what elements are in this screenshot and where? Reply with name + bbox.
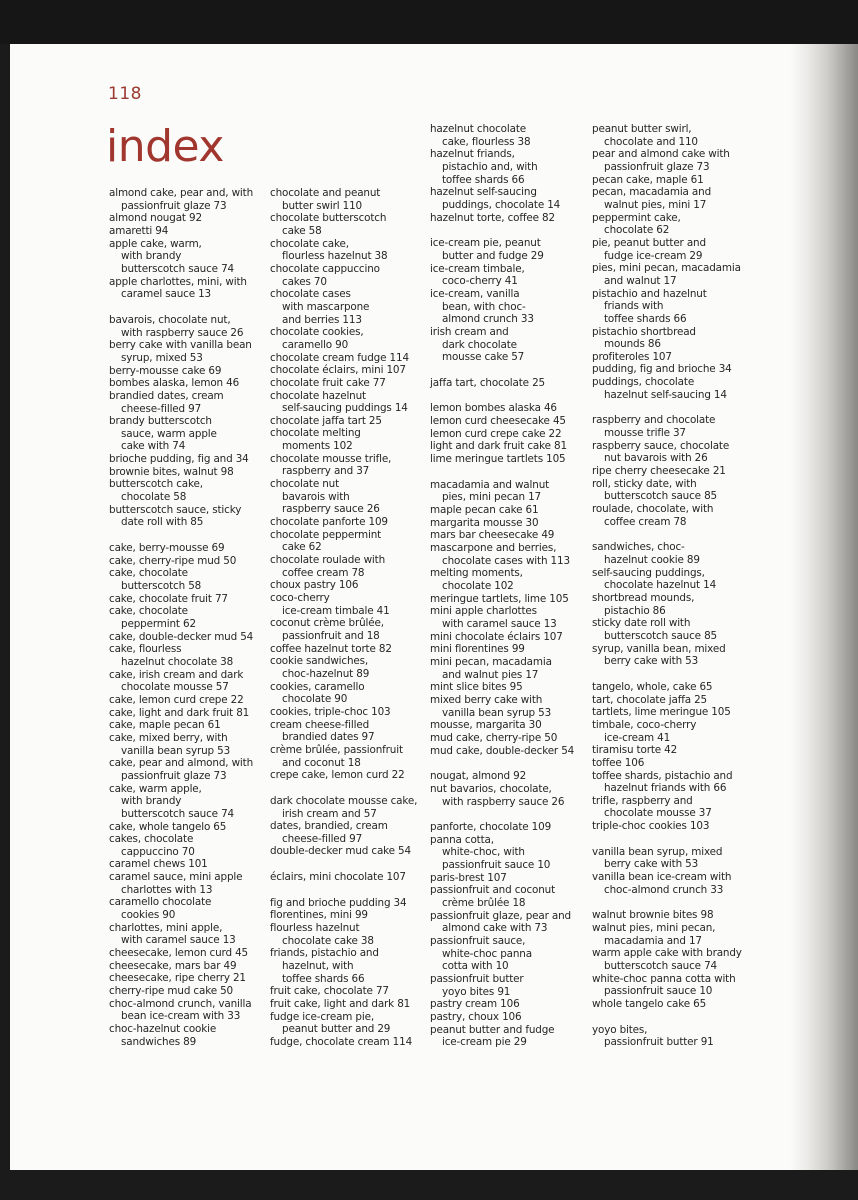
index-entry: florentines, mini 99: [270, 909, 368, 922]
index-entry: mascarpone and berries, chocolate cases with 113: [430, 542, 570, 567]
index-column-1: [109, 187, 269, 1048]
index-entry: apple charlottes, mini, with caramel sauce 13: [109, 275, 247, 301]
index-entry: self-saucing puddings, chocolate hazelnut 14: [592, 566, 717, 592]
index-entry: cake, chocolate peppermint 62: [109, 605, 196, 630]
index-entry: raspberry sauce, chocolate nut bavarois with 26: [592, 439, 730, 465]
index-entry: cream cheese-filled brandied dates 97: [270, 718, 375, 744]
index-entry: cake, chocolate fruit 77: [109, 592, 228, 605]
index-entry: white-choc panna cotta with passionfruit sauce 10: [592, 972, 736, 998]
index-entry: meringue tartlets, lime 105: [430, 592, 569, 605]
section-gap: [592, 401, 752, 414]
section-gap: [592, 668, 752, 681]
index-entry: mini pecan, macadamia and walnut pies 17: [430, 655, 552, 681]
index-entry: walnut pies, mini pecan, macadamia and 17: [592, 922, 716, 947]
index-entry: fruit cake, light and dark 81: [270, 998, 411, 1011]
section-gap: [430, 224, 590, 237]
index-column-2: [270, 187, 430, 1049]
index-entry: almond cake, pear and, with passionfruit glaze 73: [109, 187, 254, 212]
index-entry: syrup, vanilla bean, mixed berry cake with 53: [592, 642, 726, 668]
index-entry: roulade, chocolate, with coffee cream 78: [592, 503, 714, 528]
index-entry: mud cake, cherry-ripe 50: [430, 731, 558, 744]
index-entry: lemon curd cheesecake 45: [430, 415, 566, 428]
index-entry: maple pecan cake 61: [430, 504, 539, 517]
section-gap: [109, 529, 269, 542]
index-entry: triple-choc cookies 103: [592, 820, 710, 833]
index-entry: cake, double-decker mud 54: [109, 630, 254, 643]
index-entry: peppermint cake, chocolate 62: [592, 211, 681, 237]
index-entry: pies, mini pecan, macadamia and walnut 17: [592, 262, 741, 287]
index-entry: pudding, fig and brioche 34: [592, 363, 732, 376]
index-entry: brandied dates, cream cheese-filled 97: [109, 389, 224, 415]
section-gap: [270, 858, 430, 871]
index-entry: mini florentines 99: [430, 643, 525, 656]
index-entry: pie, peanut butter and fudge ice-cream 29: [592, 236, 706, 262]
index-entry: cake, pear and almond, with passionfruit glaze 73: [109, 757, 254, 782]
index-entry: berry cake with vanilla bean syrup, mixed 53: [109, 339, 252, 364]
index-entry: coffee hazelnut torte 82: [270, 642, 392, 655]
index-entry: vanilla bean ice-cream with choc-almond crunch 33: [592, 871, 732, 896]
index-entry: passionfruit glaze, pear and almond cake with 73: [430, 909, 571, 935]
index-entry: tartlets, lime meringue 105: [592, 706, 731, 719]
index-entry: chocolate éclairs, mini 107: [270, 364, 406, 377]
index-entry: mud cake, double-decker 54: [430, 744, 575, 757]
index-entry: lime meringue tartlets 105: [430, 453, 566, 466]
index-entry: lemon bombes alaska 46: [430, 402, 557, 415]
index-entry: chocolate mousse trifle, raspberry and 37: [270, 452, 392, 478]
index-entry: nougat, almond 92: [430, 770, 527, 783]
index-entry: butterscotch sauce, sticky date roll with 85: [109, 503, 242, 529]
index-entry: cake, mixed berry, with vanilla bean syrup 53: [109, 731, 231, 757]
page-number: 118: [108, 84, 142, 104]
index-entry: toffee shards, pistachio and hazelnut friands with 66: [592, 769, 733, 795]
index-entry: warm apple cake with brandy butterscotch sauce 74: [592, 947, 742, 973]
index-entry: tart, chocolate jaffa 25: [592, 693, 708, 706]
index-entry: cheesecake, lemon curd 45: [109, 947, 249, 960]
section-gap: [430, 808, 590, 821]
index-entry: choc-almond crunch, vanilla bean ice-cream with 33: [109, 997, 252, 1023]
index-entry: ice-cream timbale, coco-cherry 41: [430, 262, 525, 288]
index-entry: irish cream and dark chocolate mousse cake 57: [430, 325, 525, 364]
index-entry: sandwiches, choc- hazelnut cookie 89: [592, 541, 700, 566]
index-entry: mint slice bites 95: [430, 681, 523, 694]
index-entry: mini chocolate éclairs 107: [430, 630, 563, 643]
index-entry: tangelo, whole, cake 65: [592, 680, 713, 693]
index-entry: raspberry and chocolate mousse trifle 37: [592, 414, 716, 440]
index-entry: cake, maple pecan 61: [109, 719, 221, 732]
index-entry: shortbread mounds, pistachio 86: [592, 591, 695, 617]
index-entry: choux pastry 106: [270, 579, 359, 592]
index-entry: cake, cherry-ripe mud 50: [109, 554, 237, 567]
index-entry: brioche pudding, fig and 34: [109, 453, 249, 466]
index-entry: panforte, chocolate 109: [430, 821, 552, 834]
index-entry: chocolate hazelnut self-saucing puddings 14: [270, 389, 408, 415]
index-entry: yoyo bites, passionfruit butter 91: [592, 1023, 714, 1049]
index-entry: chocolate panforte 109: [270, 516, 388, 529]
index-entry: almond nougat 92: [109, 212, 202, 225]
index-entry: brownie bites, walnut 98: [109, 465, 234, 478]
scan-border: [0, 0, 858, 44]
index-entry: amaretti 94: [109, 224, 169, 237]
index-entry: sticky date roll with butterscotch sauce 85: [592, 617, 717, 642]
index-entry: fruit cake, chocolate 77: [270, 985, 389, 998]
index-entry: chocolate cases with mascarpone and berries 113: [270, 288, 370, 326]
index-entry: margarita mousse 30: [430, 516, 539, 529]
index-entry: hazelnut chocolate cake, flourless 38: [430, 123, 531, 148]
index-entry: peanut butter swirl, chocolate and 110: [592, 123, 698, 148]
index-entry: caramel sauce, mini apple charlottes with 13: [109, 871, 243, 896]
index-entry: mousse, margarita 30: [430, 719, 542, 732]
section-gap: [592, 528, 752, 541]
index-entry: chocolate cappuccino cakes 70: [270, 262, 380, 288]
index-entry: bavarois, chocolate nut, with raspberry sauce 26: [109, 313, 244, 339]
index-entry: cake, irish cream and dark chocolate mousse 57: [109, 668, 244, 694]
book-spine-shadow: [790, 44, 858, 1170]
index-entry: berry-mousse cake 69: [109, 364, 222, 377]
index-entry: friands, pistachio and hazelnut, with toffee shards 66: [270, 947, 379, 985]
index-entry: hazelnut friands, pistachio and, with toffee shards 66: [430, 148, 538, 186]
index-entry: paris-brest 107: [430, 871, 507, 884]
index-entry: apple cake, warm, with brandy butterscotch sauce 74: [109, 237, 234, 275]
index-entry: cheesecake, ripe cherry 21: [109, 972, 246, 985]
index-entry: dates, brandied, cream cheese-filled 97: [270, 820, 388, 845]
index-entry: profiteroles 107: [592, 350, 672, 363]
index-entry: mini apple charlottes with caramel sauce 13: [430, 605, 557, 630]
index-entry: chocolate cake, flourless hazelnut 38: [270, 237, 388, 263]
index-entry: cookie sandwiches, choc-hazelnut 89: [270, 655, 370, 680]
index-entry: pastry, choux 106: [430, 1011, 522, 1023]
index-entry: brandy butterscotch sauce, warm apple cake with 74: [109, 415, 217, 453]
index-entry: hazelnut torte, coffee 82: [430, 211, 555, 224]
index-entry: pastry cream 106: [430, 998, 520, 1011]
section-gap: [270, 884, 430, 897]
index-entry: chocolate jaffa tart 25: [270, 414, 382, 427]
index-entry: flourless hazelnut chocolate cake 38: [270, 922, 374, 947]
index-entry: mars bar cheesecake 49: [430, 529, 555, 542]
index-entry: choc-hazelnut cookie sandwiches 89: [109, 1023, 217, 1048]
index-entry: hazelnut self-saucing puddings, chocolate 14: [430, 186, 561, 211]
index-entry: passionfruit and coconut crème brûlée 18: [430, 884, 556, 910]
index-entry: mixed berry cake with vanilla bean syrup 53: [430, 693, 552, 719]
index-entry: cakes, chocolate cappuccino 70: [109, 833, 195, 858]
page-title: index: [106, 121, 224, 172]
index-entry: chocolate nut bavarois with raspberry sauce 26: [270, 478, 380, 516]
index-entry: chocolate fruit cake 77: [270, 376, 386, 389]
index-entry: panna cotta, white-choc, with passionfruit sauce 10: [430, 833, 551, 872]
index-entry: chocolate cookies, caramello 90: [270, 326, 364, 351]
index-entry: roll, sticky date, with butterscotch sauce 85: [592, 477, 717, 503]
index-entry: chocolate cream fudge 114: [270, 351, 409, 364]
index-entry: passionfruit sauce, white-choc panna cotta with 10: [430, 935, 532, 973]
index-entry: chocolate peppermint cake 62: [270, 528, 382, 554]
index-entry: pecan, macadamia and walnut pies, mini 17: [592, 186, 712, 211]
index-entry: nut bavarios, chocolate, with raspberry sauce 26: [430, 782, 565, 808]
index-entry: éclairs, mini chocolate 107: [270, 871, 406, 884]
index-entry: cake, warm apple, with brandy butterscotch sauce 74: [109, 782, 234, 820]
index-entry: walnut brownie bites 98: [592, 909, 714, 922]
index-entry: pear and almond cake with passionfruit glaze 73: [592, 148, 730, 173]
index-entry: ice-cream pie, peanut butter and fudge 29: [430, 237, 544, 262]
section-gap: [592, 1011, 752, 1024]
section-gap: [430, 364, 590, 377]
index-entry: fudge ice-cream pie, peanut butter and 29: [270, 1010, 391, 1036]
index-column-4: [592, 123, 752, 1049]
index-entry: caramel chews 101: [109, 858, 208, 871]
index-entry: macadamia and walnut pies, mini pecan 17: [430, 478, 550, 504]
index-entry: coco-cherry ice-cream timbale 41: [270, 592, 390, 617]
index-entry: fudge, chocolate cream 114: [270, 1036, 413, 1048]
index-entry: pistachio and hazelnut friands with toffee shards 66: [592, 287, 707, 325]
index-entry: light and dark fruit cake 81: [430, 440, 567, 453]
index-entry: coconut crème brûlée, passionfruit and 18: [270, 617, 384, 642]
index-entry: chocolate and peanut butter swirl 110: [270, 187, 381, 212]
index-entry: crème brûlée, passionfruit and coconut 18: [270, 743, 403, 769]
index-entry: caramello chocolate cookies 90: [109, 896, 212, 922]
index-entry: chocolate roulade with coffee cream 78: [270, 554, 386, 579]
section-gap: [430, 466, 590, 479]
index-entry: cake, flourless hazelnut chocolate 38: [109, 643, 234, 668]
index-entry: cookies, caramello chocolate 90: [270, 680, 365, 706]
section-gap: [430, 757, 590, 770]
index-entry: jaffa tart, chocolate 25: [430, 376, 546, 389]
section-gap: [109, 301, 269, 314]
index-entry: cheesecake, mars bar 49: [109, 959, 237, 972]
index-entry: double-decker mud cake 54: [270, 845, 411, 858]
index-entry: passionfruit butter yoyo bites 91: [430, 973, 524, 998]
index-entry: cherry-ripe mud cake 50: [109, 985, 234, 998]
section-gap: [270, 782, 430, 795]
section-gap: [430, 389, 590, 402]
index-entry: peanut butter and fudge ice-cream pie 29: [430, 1023, 555, 1049]
index-entry: chocolate melting moments 102: [270, 427, 361, 453]
index-entry: cake, lemon curd crepe 22: [109, 693, 244, 706]
index-entry: ripe cherry cheesecake 21: [592, 465, 726, 478]
index-entry: whole tangelo cake 65: [592, 998, 707, 1010]
index-entry: cake, light and dark fruit 81: [109, 706, 250, 719]
index-entry: pistachio shortbread mounds 86: [592, 325, 696, 351]
index-entry: crepe cake, lemon curd 22: [270, 769, 405, 782]
index-column-3: [430, 123, 590, 1049]
index-entry: timbale, coco-cherry ice-cream 41: [592, 718, 697, 744]
index-entry: trifle, raspberry and chocolate mousse 37: [592, 794, 712, 820]
index-entry: cookies, triple-choc 103: [270, 705, 391, 718]
index-entry: dark chocolate mousse cake, irish cream and 57: [270, 794, 418, 820]
index-entry: charlottes, mini apple, with caramel sauce 13: [109, 921, 236, 947]
index-entry: chocolate butterscotch cake 58: [270, 212, 387, 237]
index-entry: melting moments, chocolate 102: [430, 567, 523, 592]
section-gap: [592, 833, 752, 846]
index-entry: ice-cream, vanilla bean, with choc- almond crunch 33: [430, 287, 534, 326]
index-entry: vanilla bean syrup, mixed berry cake with 53: [592, 845, 723, 871]
index-entry: cake, chocolate butterscotch 58: [109, 567, 202, 593]
index-entry: tiramisu torte 42: [592, 744, 678, 757]
index-entry: fig and brioche pudding 34: [270, 896, 407, 909]
index-entry: puddings, chocolate hazelnut self-saucing 14: [592, 376, 727, 401]
index-entry: bombes alaska, lemon 46: [109, 377, 240, 390]
index-entry: pecan cake, maple 61: [592, 173, 704, 186]
index-entry: toffee 106: [592, 756, 645, 769]
index-entry: cake, berry-mousse 69: [109, 542, 225, 555]
section-gap: [592, 896, 752, 909]
index-entry: lemon curd crepe cake 22: [430, 427, 562, 440]
index-entry: butterscotch cake, chocolate 58: [109, 478, 203, 504]
index-entry: cake, whole tangelo 65: [109, 820, 227, 833]
